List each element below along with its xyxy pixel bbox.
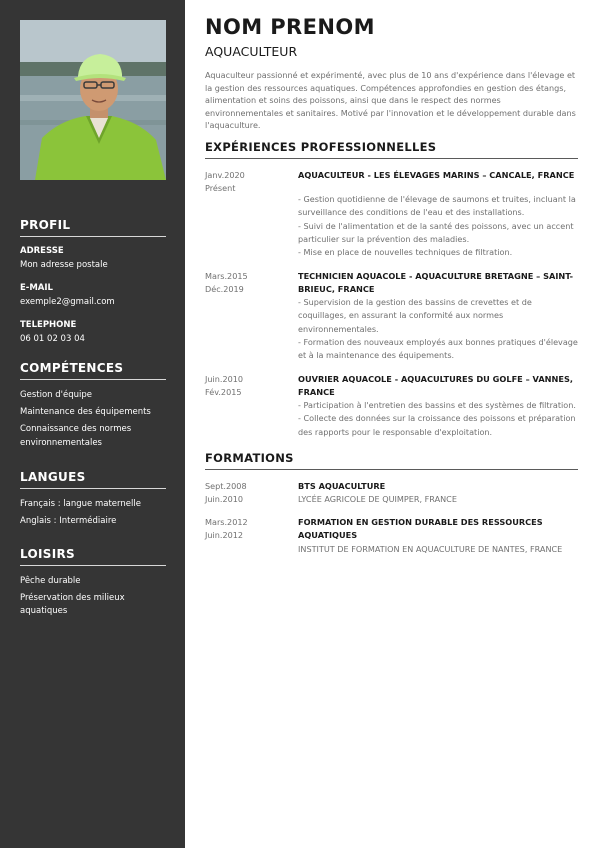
experience-title: AQUACULTEUR - LES ÉLEVAGES MARINS – CANCALE, FRANCE bbox=[298, 169, 575, 180]
start-date: Juin.2010 bbox=[205, 373, 244, 384]
job-title: AQUACULTEUR bbox=[205, 44, 298, 60]
start-date: Mars.2012 bbox=[205, 517, 248, 528]
start-date: Mars.2015 bbox=[205, 270, 248, 281]
experience-heading: EXPÉRIENCES PROFESSIONNELLES bbox=[205, 140, 578, 159]
candidate-name: NOM PRENOM bbox=[205, 15, 375, 39]
sidebar bbox=[0, 0, 185, 848]
experience-detail: - Suivi de l'alimentation et de la santé des poissons, avec un accent particulier sur la prévention des maladies. bbox=[298, 220, 574, 244]
experience-entry bbox=[205, 169, 578, 260]
education-body bbox=[298, 516, 578, 556]
experience-section bbox=[205, 140, 578, 439]
hobbies-heading: LOISIRS bbox=[20, 547, 166, 566]
skill-item: Gestion d'équipe bbox=[20, 390, 92, 400]
experience-title: TECHNICIEN AQUACOLE - AQUACULTURE BRETAGNE – SAINT-BRIEUC, FRANCE bbox=[298, 270, 574, 294]
skills-heading: COMPÉTENCES bbox=[20, 361, 166, 380]
language-item: Anglais : Intermédiaire bbox=[20, 516, 117, 527]
address-value: Mon adresse postale bbox=[20, 260, 108, 270]
profile-photo-image bbox=[20, 20, 166, 180]
start-date: Janv.2020 bbox=[205, 169, 245, 180]
education-title: FORMATION EN GESTION DURABLE DES RESSOURCES AQUATIQUES bbox=[298, 517, 543, 541]
education-dates bbox=[205, 480, 293, 506]
experience-entry bbox=[205, 270, 578, 363]
languages-heading: LANGUES bbox=[20, 470, 166, 489]
end-date: Fév.2015 bbox=[205, 386, 242, 397]
email-label: E-MAIL bbox=[20, 283, 53, 294]
hobbies-section bbox=[20, 547, 166, 623]
experience-detail: - Supervision de la gestion des bassins de crevettes et de coquillages, en assurant la conformité aux normes environnementales. bbox=[298, 296, 532, 334]
end-date: Juin.2012 bbox=[205, 530, 244, 541]
education-school: INSTITUT DE FORMATION EN AQUACULTURE DE NANTES, FRANCE bbox=[298, 543, 563, 554]
entry-spacer bbox=[298, 182, 578, 193]
experience-body bbox=[298, 169, 578, 260]
education-entry bbox=[205, 480, 578, 506]
email-value[interactable]: exemple2@gmail.com bbox=[20, 297, 115, 308]
experience-title: OUVRIER AQUACOLE - AQUACULTURES DU GOLFE – VANNES, FRANCE bbox=[298, 373, 573, 397]
experience-dates bbox=[205, 373, 293, 399]
experience-detail: - Formation des nouveaux employés aux bonnes pratiques d'élevage et à la maintenance des équipements. bbox=[298, 336, 578, 361]
experience-body bbox=[298, 270, 578, 363]
education-heading: FORMATIONS bbox=[205, 451, 578, 470]
experience-dates bbox=[205, 270, 293, 296]
experience-body bbox=[298, 373, 578, 439]
experience-detail: - Participation à l'entretien des bassins et des systèmes de filtration. bbox=[298, 399, 576, 410]
education-entry bbox=[205, 516, 578, 556]
languages-section bbox=[20, 470, 166, 532]
skill-item: Maintenance des équipements bbox=[20, 407, 151, 418]
hobby-item: Préservation des milieux aquatiques bbox=[20, 593, 125, 617]
phone-label: TELEPHONE bbox=[20, 320, 77, 331]
profile-heading: PROFIL bbox=[20, 218, 166, 237]
end-date: Présent bbox=[205, 182, 236, 193]
experience-detail: - Collecte des données sur la croissance des poissons et préparation des rapports pour le responsable d'exploitation. bbox=[298, 413, 576, 437]
education-dates bbox=[205, 516, 293, 542]
address-label: ADRESSE bbox=[20, 246, 64, 256]
start-date: Sept.2008 bbox=[205, 480, 247, 491]
main-content bbox=[205, 16, 578, 556]
experience-detail: - Mise en place de nouvelles techniques de filtration. bbox=[298, 247, 513, 258]
experience-entry bbox=[205, 373, 578, 439]
hobby-item: Pêche durable bbox=[20, 576, 81, 586]
skill-item: Connaissance des normes environnementales bbox=[20, 424, 132, 448]
education-section bbox=[205, 451, 578, 556]
education-body bbox=[298, 480, 578, 506]
profile-photo bbox=[20, 20, 166, 180]
education-school: LYCÉE AGRICOLE DE QUIMPER, FRANCE bbox=[298, 493, 457, 504]
experience-detail: - Gestion quotidienne de l'élevage de saumons et truites, incluant la surveillance des conditions de l'eau et des installations. bbox=[298, 193, 576, 218]
experience-dates bbox=[205, 169, 293, 195]
end-date: Juin.2010 bbox=[205, 493, 244, 504]
skills-section bbox=[20, 361, 166, 454]
phone-value: 06 01 02 03 04 bbox=[20, 334, 85, 345]
education-title: BTS AQUACULTURE bbox=[298, 480, 386, 491]
end-date: Déc.2019 bbox=[205, 283, 244, 294]
profile-section bbox=[20, 218, 166, 357]
summary-text: Aquaculteur passionné et expérimenté, avec plus de 10 ans d'expérience dans l'élevage et la gestion des ressources aquatiques. Compétences approfondies en gestion des étangs, alimentation et soins des poissons, ainsi que dans le respect des normes environnementales et sanitaires. Motivé par l'innovation et le développement durable dans l'aquaculture. bbox=[205, 70, 576, 131]
language-item: Français : langue maternelle bbox=[20, 499, 141, 509]
